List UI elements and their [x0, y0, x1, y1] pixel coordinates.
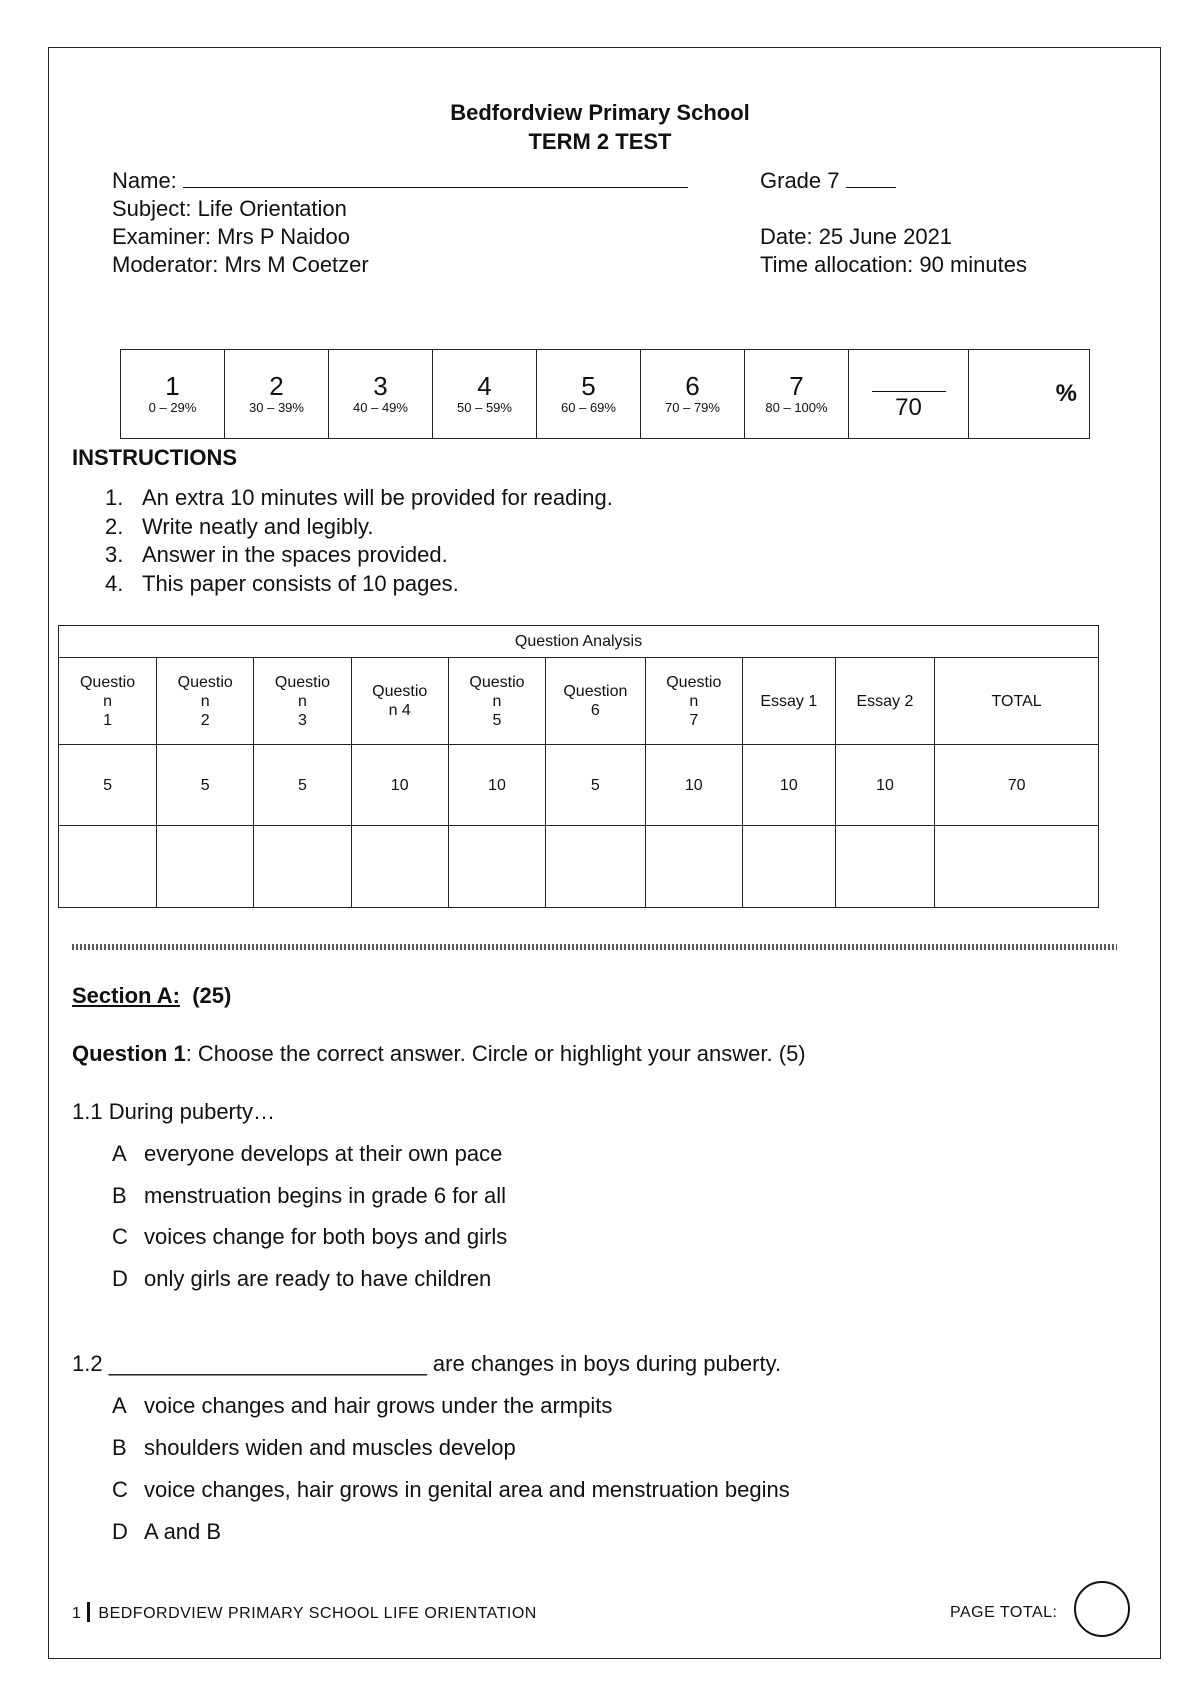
option-text: voice changes and hair grows under the armpits	[144, 1393, 613, 1418]
grade-level-range: 70 – 79%	[665, 400, 720, 415]
question-1-heading	[72, 1041, 806, 1067]
grade-level-number: 1	[165, 371, 180, 401]
name-line	[112, 167, 688, 195]
page-total-circle[interactable]	[1074, 1581, 1130, 1637]
question-analysis-marks-cell: 10	[645, 744, 742, 826]
question-analysis-header-cell: Questio n 7	[645, 658, 742, 745]
option-text: voice changes, hair grows in genital area and menstruation begins	[144, 1477, 790, 1502]
question-1-text: : Choose the correct answer. Circle or highlight your answer. (5)	[185, 1041, 806, 1066]
question-analysis-score-cell[interactable]	[351, 826, 448, 908]
examiner: Examiner: Mrs P Naidoo	[112, 224, 351, 249]
footer-left	[72, 1604, 537, 1624]
option-text: A and B	[144, 1519, 222, 1544]
footer-separator	[87, 1602, 90, 1622]
grade-level-cell	[225, 350, 329, 439]
instruction-number: 3.	[105, 542, 124, 567]
instruction-text: An extra 10 minutes will be provided for reading.	[142, 485, 613, 510]
grade-level-number: 5	[581, 371, 596, 401]
instructions-heading: INSTRUCTIONS	[72, 445, 237, 470]
total-denominator: 70	[895, 394, 922, 421]
question-analysis-marks-cell: 10	[835, 744, 934, 826]
question-analysis-header-cell: Question 6	[546, 658, 646, 745]
grade-levels-row	[121, 350, 1090, 439]
option-letter: C	[112, 1477, 128, 1502]
question-analysis-score-cell[interactable]	[835, 826, 934, 908]
question-analysis-marks-cell: 5	[59, 744, 157, 826]
question-analysis-score-cell[interactable]	[448, 826, 545, 908]
wavy-divider	[72, 944, 1117, 950]
question-analysis-header-cell: Questio n 3	[254, 658, 351, 745]
question-analysis-header-cell: Essay 1	[742, 658, 835, 745]
question-analysis-marks-cell: 10	[448, 744, 545, 826]
grade-level-cell	[433, 350, 537, 439]
instruction-item	[105, 570, 613, 599]
instruction-item	[105, 541, 613, 570]
question-analysis-header-cell: Questio n 4	[351, 658, 448, 745]
question-analysis-score-cell[interactable]	[59, 826, 157, 908]
question-analysis-header-cell: Questio n 5	[448, 658, 545, 745]
option-item[interactable]	[112, 1393, 612, 1419]
grade-level-cell	[641, 350, 745, 439]
option-item[interactable]	[112, 1183, 506, 1209]
option-text: voices change for both boys and girls	[144, 1224, 508, 1249]
question-analysis-header-cell: Essay 2	[835, 658, 934, 745]
option-item[interactable]	[112, 1141, 502, 1167]
page-number: 1	[72, 1605, 82, 1623]
instruction-number: 4.	[105, 570, 124, 596]
grade-level-number: 2	[269, 371, 284, 401]
grade-label: Grade 7	[760, 168, 840, 193]
instruction-text: This paper consists of 10 pages.	[142, 570, 459, 596]
option-text: menstruation begins in grade 6 for all	[144, 1183, 506, 1208]
question-analysis-score-cell[interactable]	[935, 826, 1099, 908]
name-blank[interactable]	[183, 169, 688, 188]
question-analysis-marks-cell: 70	[935, 744, 1099, 826]
question-analysis-header-row	[59, 658, 1099, 745]
question-1-2-stem: 1.2 __________________________ are changes in boys during puberty.	[72, 1351, 782, 1376]
question-analysis-marks-cell: 5	[546, 744, 646, 826]
school-name: Bedfordview Primary School	[450, 100, 750, 125]
question-analysis-marks-cell: 5	[254, 744, 351, 826]
subject: Subject: Life Orientation	[112, 196, 347, 221]
total-score-cell[interactable]	[849, 350, 969, 439]
grade-level-number: 3	[373, 371, 388, 401]
grade-level-range: 80 – 100%	[765, 400, 828, 415]
instruction-item	[105, 484, 613, 513]
page-total-label: PAGE TOTAL:	[950, 1604, 1058, 1621]
option-letter: D	[112, 1519, 128, 1544]
question-analysis-score-cell[interactable]	[645, 826, 742, 908]
grade-level-range: 50 – 59%	[457, 400, 512, 415]
option-text: everyone develops at their own pace	[144, 1141, 503, 1166]
instruction-number: 2.	[105, 513, 124, 539]
question-analysis-score-cell[interactable]	[254, 826, 351, 908]
question-analysis-table	[58, 625, 1099, 908]
grade-level-number: 6	[685, 371, 700, 401]
option-letter: B	[112, 1435, 127, 1460]
grade-level-number: 7	[789, 371, 804, 401]
date: Date: 25 June 2021	[760, 224, 953, 249]
section-a-heading	[72, 983, 231, 1009]
option-text: only girls are ready to have children	[144, 1266, 492, 1291]
question-analysis-score-cell[interactable]	[742, 826, 835, 908]
option-item[interactable]	[112, 1519, 221, 1545]
grade-blank[interactable]	[846, 169, 896, 188]
option-letter: D	[112, 1266, 128, 1291]
question-analysis-marks-cell: 10	[351, 744, 448, 826]
grade-level-cell	[745, 350, 849, 439]
question-1-1-stem: 1.1 During puberty…	[72, 1099, 275, 1124]
question-analysis-score-row	[59, 826, 1099, 908]
option-item[interactable]	[112, 1435, 516, 1461]
question-analysis-score-cell[interactable]	[546, 826, 646, 908]
score-fraction-line	[872, 391, 946, 392]
question-analysis-header-cell: Questio n 2	[157, 658, 254, 745]
question-analysis-marks-row	[59, 744, 1099, 826]
name-label: Name:	[112, 168, 177, 193]
option-text: shoulders widen and muscles develop	[144, 1435, 516, 1460]
section-a-marks: (25)	[192, 983, 232, 1008]
question-analysis-header-cell: Questio n 1	[59, 658, 157, 745]
percent-cell[interactable]: %	[969, 350, 1090, 439]
grade-levels-table	[120, 349, 1090, 439]
instruction-number: 1.	[105, 485, 124, 510]
instruction-item	[105, 513, 613, 542]
footer-title: BEDFORDVIEW PRIMARY SCHOOL LIFE ORIENTATION	[98, 1605, 537, 1623]
grade-line	[760, 167, 896, 195]
instruction-text: Write neatly and legibly.	[142, 513, 374, 539]
question-analysis-marks-cell: 10	[742, 744, 835, 826]
time-allocation: Time allocation: 90 minutes	[760, 252, 1027, 277]
question-analysis-caption: Question Analysis	[59, 626, 1099, 658]
instructions-list	[105, 484, 613, 598]
option-letter: A	[112, 1393, 127, 1418]
option-item[interactable]	[112, 1266, 491, 1292]
option-item[interactable]	[112, 1477, 790, 1503]
grade-level-number: 4	[477, 371, 492, 401]
test-title: TERM 2 TEST	[528, 129, 672, 154]
grade-level-cell	[121, 350, 225, 439]
moderator: Moderator: Mrs M Coetzer	[112, 252, 369, 277]
question-analysis-score-cell[interactable]	[157, 826, 254, 908]
question-analysis-marks-cell: 5	[157, 744, 254, 826]
question-analysis-header-cell: TOTAL	[935, 658, 1099, 745]
instruction-text: Answer in the spaces provided.	[142, 542, 448, 567]
grade-level-cell	[537, 350, 641, 439]
option-letter: A	[112, 1141, 127, 1166]
question-analysis-caption-row	[59, 626, 1099, 658]
section-a-label: Section A:	[72, 983, 180, 1008]
grade-level-range: 60 – 69%	[561, 400, 616, 415]
grade-level-range: 40 – 49%	[353, 400, 408, 415]
option-item[interactable]	[112, 1224, 507, 1250]
grade-level-range: 0 – 29%	[148, 400, 197, 415]
option-letter: B	[112, 1183, 127, 1208]
option-letter: C	[112, 1224, 128, 1249]
question-1-label: Question 1	[72, 1041, 186, 1066]
grade-level-range: 30 – 39%	[249, 400, 304, 415]
grade-level-cell	[329, 350, 433, 439]
